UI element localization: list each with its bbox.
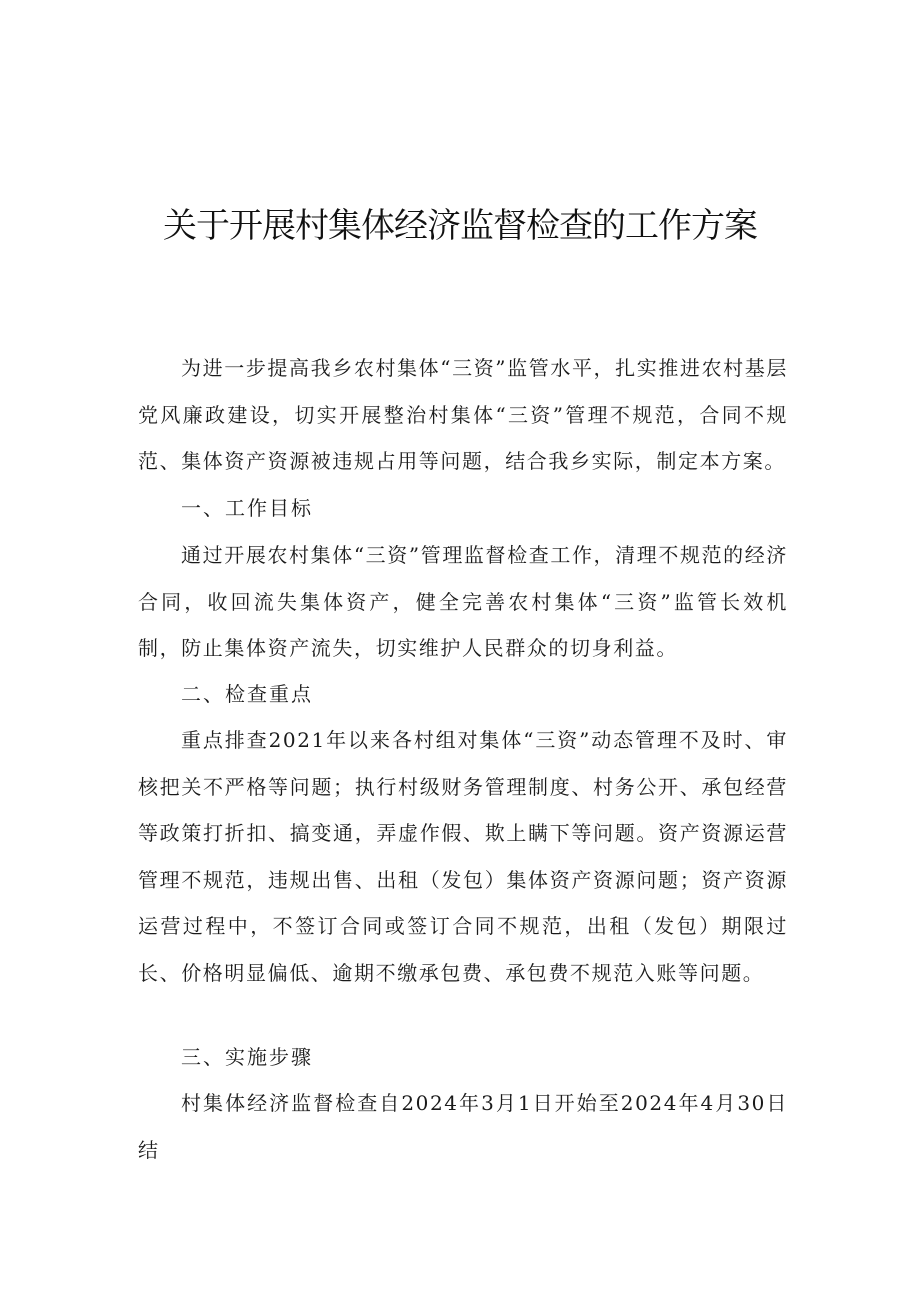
section-body-goals: 通过开展农村集体“三资”管理监督检查工作，清理不规范的经济合同，收回流失集体资产，健全完善农村集体“三资”监管长效机制，防止集体资产流失，切实维护人民群众的切身利益。 bbox=[138, 543, 788, 660]
section-heading-focus: 二、检查重点 bbox=[181, 682, 313, 706]
document-title: 关于开展村集体经济监督检查的工作方案 bbox=[163, 206, 757, 246]
section-heading-steps: 三、实施步骤 bbox=[181, 1045, 313, 1069]
intro-paragraph: 为进一步提高我乡农村集体“三资”监管水平，扎实推进农村基层党风廉政建设，切实开展整治村集体“三资”管理不规范，合同不规范、集体资产资源被违规占用等问题，结合我乡实际，制定本方案。 bbox=[138, 356, 788, 473]
section-heading-goals: 一、工作目标 bbox=[181, 496, 313, 520]
section-body-steps: 村集体经济监督检查自2024年3月1日开始至2024年4月30日结 bbox=[138, 1091, 788, 1162]
section-body-focus: 重点排查2021年以来各村组对集体“三资”动态管理不及时、审核把关不严格等问题；执行村级财务管理制度、村务公开、承包经营等政策打折扣、搞变通，弄虚作假、欺上瞒下等问题。资产资源运营管理不规范，违规出售、出租（发包）集体资产资源问题；资产资源运营过程中，不签订合同或签订合同不规范，出租（发包）期限过长、价格明显偏低、逾期不缴承包费、承包费不规范入账等问题。 bbox=[138, 728, 788, 985]
